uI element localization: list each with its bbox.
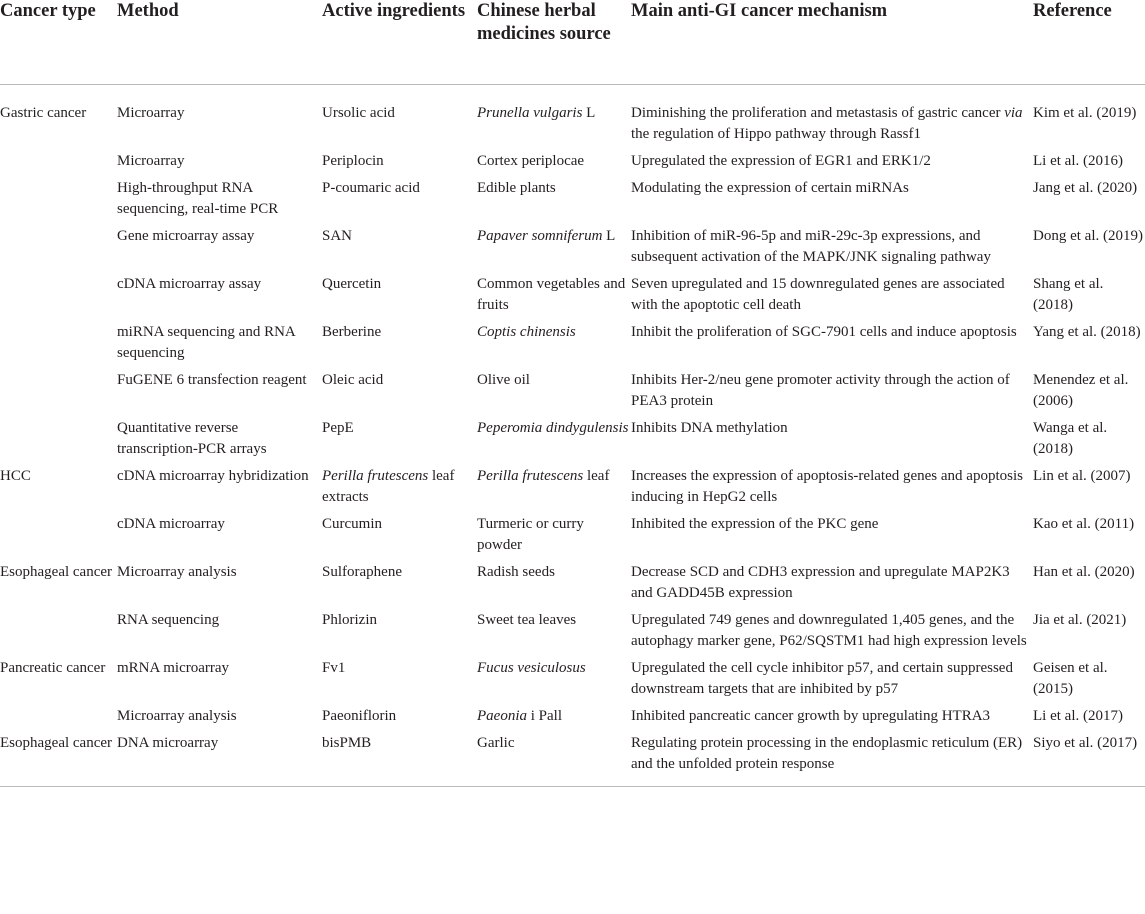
mechanism-text: Inhibit the proliferation of SGC-7901 cells and induce apoptosis [631,323,1017,340]
cell-method [117,514,322,562]
table-row [0,706,1145,733]
cell-cancer-type [0,151,117,178]
cell-active-ingredient [322,514,477,562]
cell-mechanism [631,274,1033,322]
reference-text: Jia et al. (2021) [1033,611,1127,628]
table-row [0,151,1145,178]
mechanism-text: the regulation of Hippo pathway through Rassf1 [631,125,921,142]
cell-reference [1033,418,1145,466]
method-text: cDNA microarray hybridization [117,467,309,484]
ingredient-text: leaf extracts [322,467,455,505]
cell-active-ingredient [322,151,477,178]
cell-mechanism [631,151,1033,178]
method-text: Gene microarray assay [117,227,255,244]
source-text: Cortex periplocae [477,152,585,169]
reference-text: Siyo et al. (2017) [1033,734,1138,751]
cell-cancer-type [0,610,117,658]
cell-active-ingredient [322,562,477,610]
ingredient-text: P-coumaric acid [322,179,420,196]
cell-method [117,274,322,322]
header-reference: Reference [1033,0,1145,84]
cell-mechanism [631,610,1033,658]
cell-active-ingredient [322,658,477,706]
ingredient-text: Sulforaphene [322,563,402,580]
method-text: High-throughput RNA sequencing, real-time PCR [117,179,279,217]
ingredient-text: bisPMB [322,734,372,751]
table-row [0,322,1145,370]
cell-cancer-type [0,466,117,514]
cell-mechanism [631,514,1033,562]
cell-source [477,151,631,178]
reference-text: Han et al. (2020) [1033,563,1135,580]
source-text: leaf [583,467,610,484]
cell-reference [1033,562,1145,610]
cell-source [477,610,631,658]
header-source: Chinese herbal medicines source [477,0,631,84]
source-text: Garlic [477,734,515,751]
reference-text: Shang et al. (2018) [1033,275,1104,313]
cell-mechanism [631,466,1033,514]
source-italic-text: Fucus vesiculosus [477,659,586,676]
cell-cancer-type [0,322,117,370]
cell-mechanism [631,733,1033,787]
method-text: cDNA microarray assay [117,275,262,292]
method-text: cDNA microarray [117,515,225,532]
cell-active-ingredient [322,274,477,322]
table-row [0,370,1145,418]
cell-active-ingredient [322,706,477,733]
source-text: L [582,104,596,121]
source-text: Olive oil [477,371,530,388]
cell-reference [1033,706,1145,733]
cell-source [477,274,631,322]
source-text: L [602,227,616,244]
cell-cancer-type [0,514,117,562]
mechanism-text: Regulating protein processing in the endoplasmic reticulum (ER) and the unfolded protein response [631,734,1023,772]
cell-reference [1033,178,1145,226]
cell-cancer-type [0,84,117,151]
ingredient-text: Phlorizin [322,611,377,628]
ingredient-text: Curcumin [322,515,382,532]
cell-active-ingredient [322,178,477,226]
cell-mechanism [631,706,1033,733]
method-text: Quantitative reverse transcription-PCR arrays [117,419,267,457]
source-text: Edible plants [477,179,556,196]
cell-cancer-type [0,178,117,226]
cell-mechanism [631,322,1033,370]
ingredient-text: Periplocin [322,152,384,169]
cell-source [477,178,631,226]
method-text: Microarray analysis [117,563,237,580]
cell-source [477,562,631,610]
cancer-type-text: Pancreatic cancer [0,659,106,676]
cell-method [117,151,322,178]
source-italic-text: Coptis chinensis [477,323,576,340]
source-italic-text: Paeonia [477,707,527,724]
source-text: Common vegetables and fruits [477,275,626,313]
cell-reference [1033,733,1145,787]
cell-cancer-type [0,706,117,733]
ingredient-text: Ursolic acid [322,104,395,121]
cell-source [477,658,631,706]
table-body [0,84,1145,786]
cell-mechanism [631,226,1033,274]
method-text: miRNA sequencing and RNA sequencing [117,323,295,361]
table-row [0,178,1145,226]
cell-reference [1033,370,1145,418]
mechanism-text: Increases the expression of apoptosis-related genes and apoptosis inducing in HepG2 cells [631,467,1023,505]
method-text: FuGENE 6 transfection reagent [117,371,307,388]
mechanism-text: Upregulated the cell cycle inhibitor p57, and certain suppressed downstream targets that are inhibited by p57 [631,659,1013,697]
method-text: RNA sequencing [117,611,220,628]
cell-active-ingredient [322,226,477,274]
cell-source [477,466,631,514]
mechanism-text: Inhibits DNA methylation [631,419,788,436]
cell-method [117,562,322,610]
cell-cancer-type [0,370,117,418]
mechanism-text: Upregulated the expression of EGR1 and ERK1/2 [631,152,931,169]
reference-text: Kao et al. (2011) [1033,515,1135,532]
cell-method [117,226,322,274]
header-row [0,0,1145,84]
table-row [0,466,1145,514]
ingredient-text: Paeoniflorin [322,707,397,724]
cell-method [117,322,322,370]
cell-mechanism [631,178,1033,226]
mechanism-text: Modulating the expression of certain miRNAs [631,179,909,196]
cell-source [477,418,631,466]
cell-active-ingredient [322,370,477,418]
cell-method [117,610,322,658]
cell-reference [1033,514,1145,562]
table-row [0,658,1145,706]
method-text: mRNA microarray [117,659,230,676]
cell-active-ingredient [322,418,477,466]
cell-source [477,370,631,418]
mechanism-text: Inhibits Her-2/neu gene promoter activity through the action of PEA3 protein [631,371,1010,409]
cell-reference [1033,226,1145,274]
method-text: Microarray analysis [117,707,237,724]
mechanism-text: Diminishing the proliferation and metastasis of gastric cancer [631,104,1005,121]
reference-text: Yang et al. (2018) [1033,323,1141,340]
cell-active-ingredient [322,466,477,514]
ingredient-italic-text: Perilla frutescens [322,467,429,484]
source-text: Radish seeds [477,563,555,580]
table-row [0,418,1145,466]
cell-method [117,466,322,514]
source-text: Turmeric or curry powder [477,515,584,553]
mechanism-text: Inhibition of miR-96-5p and miR-29c-3p expressions, and subsequent activation of the MAPK/JNK signaling pathway [631,227,991,265]
header-cancer-type: Cancer type [0,0,117,84]
source-italic-text: Perilla frutescens [477,467,584,484]
mechanism-text: Decrease SCD and CDH3 expression and upregulate MAP2K3 and GADD45B expression [631,563,1010,601]
cell-reference [1033,322,1145,370]
reference-text: Li et al. (2016) [1033,152,1123,169]
cell-method [117,418,322,466]
cell-source [477,226,631,274]
mechanism-text: Inhibited the expression of the PKC gene [631,515,879,532]
cell-cancer-type [0,418,117,466]
cell-cancer-type [0,658,117,706]
cell-cancer-type [0,274,117,322]
source-text: i Pall [527,707,563,724]
cell-reference [1033,610,1145,658]
reference-text: Kim et al. (2019) [1033,104,1137,121]
table-row [0,733,1145,787]
cell-reference [1033,658,1145,706]
reference-text: Menendez et al. (2006) [1033,371,1129,409]
cell-method [117,733,322,787]
reference-text: Dong et al. (2019) [1033,227,1143,244]
ingredient-text: Fv1 [322,659,346,676]
reference-text: Wanga et al. (2018) [1033,419,1108,457]
ingredient-text: SAN [322,227,353,244]
cell-method [117,84,322,151]
cell-mechanism [631,658,1033,706]
source-italic-text: Prunella vulgaris [477,104,583,121]
table-row [0,84,1145,151]
table-row [0,562,1145,610]
reference-text: Geisen et al. (2015) [1033,659,1108,697]
cell-reference [1033,274,1145,322]
ingredient-text: Berberine [322,323,382,340]
mechanism-text: Upregulated 749 genes and downregulated 1,405 genes, and the autophagy marker gene, P62/SQSTM1 had high expression levels [631,611,1027,649]
cell-reference [1033,466,1145,514]
cancer-type-text: Esophageal cancer [0,563,113,580]
cell-mechanism [631,418,1033,466]
mechanism-text: Seven upregulated and 15 downregulated genes are associated with the apoptotic cell death [631,275,1005,313]
ingredient-text: Quercetin [322,275,382,292]
source-italic-text: Peperomia dindygulensis [477,419,629,436]
table-row [0,514,1145,562]
table-row [0,226,1145,274]
header-mechanism: Main anti-GI cancer mechanism [631,0,1033,84]
mechanism-italic-text: via [1004,104,1023,121]
cell-reference [1033,84,1145,151]
cell-mechanism [631,84,1033,151]
source-text: Sweet tea leaves [477,611,577,628]
cell-cancer-type [0,562,117,610]
cell-method [117,178,322,226]
cell-active-ingredient [322,733,477,787]
cell-cancer-type [0,226,117,274]
cancer-type-text: Gastric cancer [0,104,87,121]
ingredient-text: Oleic acid [322,371,384,388]
header-active-ingredients: Active ingredients [322,0,477,84]
source-italic-text: Papaver somniferum [477,227,603,244]
table-row [0,274,1145,322]
mechanism-text: Inhibited pancreatic cancer growth by upregulating HTRA3 [631,707,991,724]
reference-text: Lin et al. (2007) [1033,467,1131,484]
cell-mechanism [631,370,1033,418]
method-text: DNA microarray [117,734,219,751]
header-method: Method [117,0,322,84]
cell-source [477,514,631,562]
cell-active-ingredient [322,610,477,658]
cell-active-ingredient [322,84,477,151]
reference-text: Jang et al. (2020) [1033,179,1138,196]
table-row [0,610,1145,658]
cell-source [477,84,631,151]
cancer-type-text: HCC [0,467,31,484]
cell-source [477,706,631,733]
cell-source [477,733,631,787]
cell-source [477,322,631,370]
cancer-type-text: Esophageal cancer [0,734,113,751]
cell-active-ingredient [322,322,477,370]
cell-reference [1033,151,1145,178]
method-text: Microarray [117,152,185,169]
cell-method [117,658,322,706]
reference-text: Li et al. (2017) [1033,707,1123,724]
cell-method [117,370,322,418]
cell-method [117,706,322,733]
cell-mechanism [631,562,1033,610]
ingredient-text: PepE [322,419,354,436]
cell-cancer-type [0,733,117,787]
method-text: Microarray [117,104,185,121]
